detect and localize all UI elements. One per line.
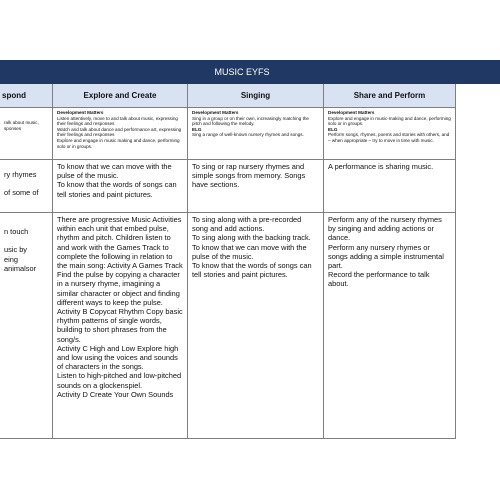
knowledge-cell-share-perform: A performance is sharing music.	[324, 160, 456, 213]
table-title: MUSIC EYFS	[214, 67, 270, 77]
cell-text: Explore and engage in music-making and dance, performing solo or in groups.	[328, 115, 451, 127]
cell-line: ralk about music,	[4, 120, 39, 125]
cell-text: Sing in a group or on their own, increasingly matching the pitch and following the melody.	[192, 115, 309, 127]
knowledge-cell-respond: ry rhymes of some of	[0, 160, 53, 213]
dev-matters-cell-explore-create	[53, 108, 188, 160]
empty-column-cell	[456, 108, 500, 439]
activities-cell-respond: n touch usic by eing animalsor	[0, 213, 53, 439]
activities-cell-share-perform: Perform any of the nursery rhymes by singing and adding actions or dance. Perform any nursery rhymes or songs adding a simple instrumental part. Record the performance to talk about.	[324, 213, 456, 439]
column-header-singing: Singing	[188, 84, 324, 108]
cell-heading: Development Matters	[57, 110, 104, 115]
column-header-share-perform: Share and Perform	[324, 84, 456, 108]
activities-cell-explore-create: There are progressive Music Activities within each unit that embed pulse, rhythm and pitch. Children listen to and work with the Games Track to complete the following in relation to the main song: Activity A Games Track Find the pulse by copying a character in a nursery rhyme, imagining a similar character or object and finding different ways to keep the pulse. Activity B Copycat Rhythm Copy basic rhythm patterns of single words, building to short phrases from the song/s. Activity C High and Low Explore high and low using the voices and sounds of characters in the songs. Listen to high-pitched and low-pitched sounds on a glockenspiel. Activity D Create Your Own Sounds	[53, 213, 188, 439]
column-header-respond: spond	[0, 84, 53, 108]
cell-text-elg: Perform songs, rhymes, poems and stories with others, and – when appropriate – try to move in time with music.	[328, 132, 450, 143]
activities-cell-singing: To sing along with a pre-recorded song and add actions. To sing along with the backing track. To know that we can move with the pulse of the music. To know that the words of songs can tell stories and paint pictures.	[188, 213, 324, 439]
cell-text-elg: Sing a range of well-known nursery rhymes and songs.	[192, 132, 304, 138]
column-header-empty	[456, 84, 500, 108]
cell-heading: Development Matters	[328, 110, 375, 115]
cell-heading-elg: ELG	[192, 126, 202, 132]
knowledge-cell-explore-create: To know that we can move with the pulse of the music. To know that the words of songs can tell stories and paint pictures.	[53, 160, 188, 213]
cell-heading: Development Matters	[192, 110, 239, 115]
cell-text: Listen attentively, move to and talk about music, expressing their feelings and responses Watch and talk about dance and performance art, expressing their feelings and responses Explore and engage in music making and dance, performing solo or in groups.	[57, 115, 182, 149]
knowledge-cell-singing: To sing or rap nursery rhymes and simple songs from memory. Songs have sections.	[188, 160, 324, 213]
cell-line: sponses	[4, 125, 22, 131]
cell-heading-elg: ELG	[328, 126, 338, 132]
column-header-explore-create: Explore and Create	[53, 84, 188, 108]
dev-matters-cell-singing	[188, 108, 324, 160]
dev-matters-cell-share-perform	[324, 108, 456, 160]
dev-matters-cell-respond	[0, 108, 53, 160]
table-title-bar	[0, 60, 500, 84]
